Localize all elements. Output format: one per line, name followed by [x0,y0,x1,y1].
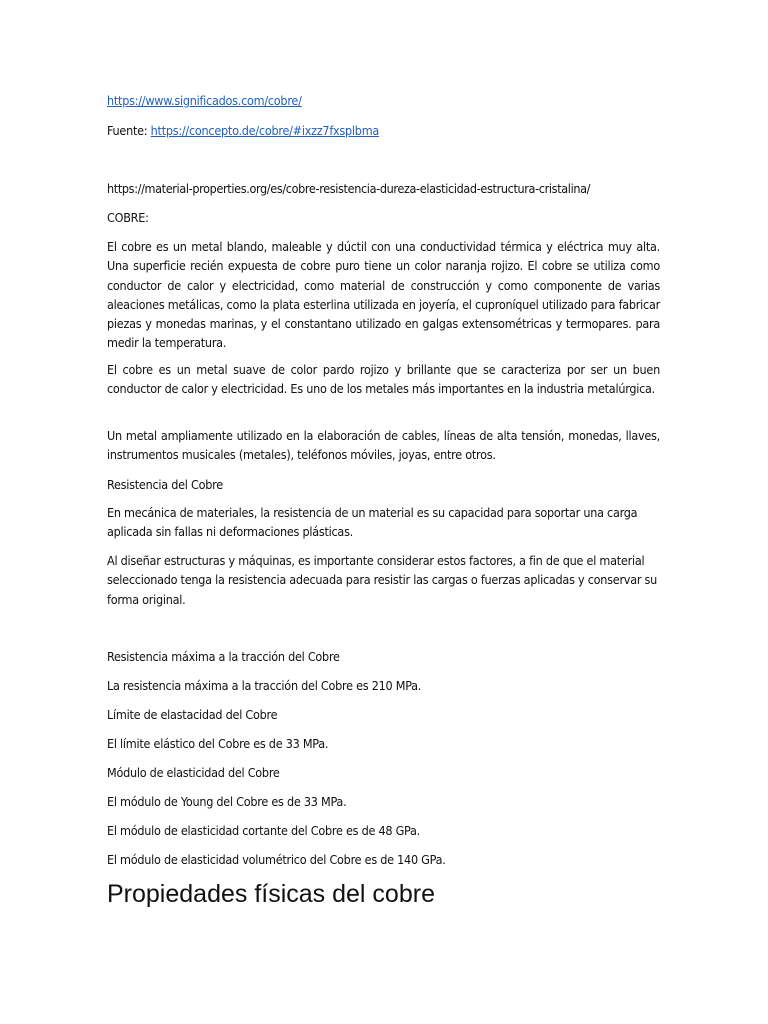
property-line: Resistencia máxima a la tracción del Cobre [107,649,340,664]
resistencia-title: Resistencia del Cobre [107,477,223,492]
property-line: El módulo de Young del Cobre es de 33 MPa. [107,794,347,809]
property-line: El módulo de elasticidad volumétrico del Cobre es de 140 GPa. [107,852,446,867]
property-line: El módulo de elasticidad cortante del Cobre es de 48 GPa. [107,823,420,838]
intro-paragraph-2: El cobre es un metal suave de color pardo rojizo y brillante que se caracteriza por ser un buen conductor de calor y electricidad. Es uno de los metales más importantes en la industria metalúrgica. [107,362,660,397]
fuente-line [107,121,660,140]
intro-paragraph-1: El cobre es un metal blando, maleable y dúctil con una conductividad térmica y eléctrica muy alta. Una superficie recién expuesta de cobre puro tiene un color naranja rojizo. El cobre se utiliza como conductor de calor y electricidad, como material de construcción y como componente de varias aleaciones metálicas, como la plata esterlina utilizada en joyería, el cuproníquel utilizado para fabricar piezas y monedas marinas, y el constantano utilizado en galgas extensométricas y termopares. para medir la temperatura. [107,239,660,351]
propiedades-heading: Propiedades físicas del cobre [107,880,435,908]
property-line: Módulo de elasticidad del Cobre [107,765,280,780]
property-line: Límite de elastacidad del Cobre [107,707,278,722]
significados-link[interactable]: https://www.significados.com/cobre/ [107,93,302,108]
significados-line [107,91,660,110]
resistencia-paragraph-2: Al diseñar estructuras y máquinas, es importante considerar estos factores, a fin de que el material seleccionado tenga la resistencia adecuada para resistir las cargas o fuerzas aplicadas y conservar su forma original. [107,553,658,607]
material-properties-url: https://material-properties.org/es/cobre-resistencia-dureza-elasticidad-estructura-cristalina/ [107,181,591,196]
intro-title: COBRE: [107,210,149,225]
property-line: El límite elástico del Cobre es de 33 MPa. [107,736,329,751]
resistencia-paragraph-1: En mecánica de materiales, la resistencia de un material es su capacidad para soportar una carga aplicada sin fallas ni deformaciones plásticas. [107,505,638,540]
concepto-link[interactable]: https://concepto.de/cobre/#ixzz7fxsplbma [150,123,380,138]
intro-paragraph-3: Un metal ampliamente utilizado en la elaboración de cables, líneas de alta tensión, monedas, llaves, instrumentos musicales (metales), teléfonos móviles, joyas, entre otros. [107,428,660,463]
property-line: La resistencia máxima a la tracción del Cobre es 210 MPa. [107,678,422,693]
fuente-label: Fuente: [107,123,151,138]
